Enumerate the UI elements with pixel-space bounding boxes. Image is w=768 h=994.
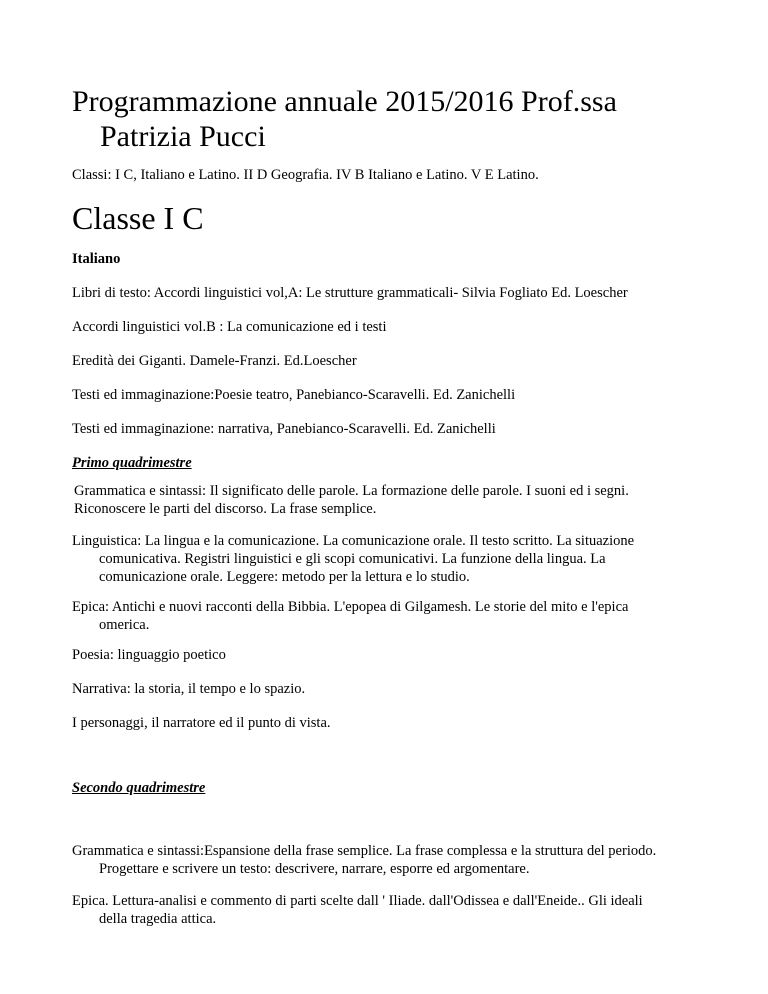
first-term-grammar: [74, 482, 629, 518]
book-line: Accordi linguistici vol.B : La comunicazione ed i testi: [72, 319, 387, 335]
title-line-2: Patrizia Pucci: [100, 120, 266, 153]
first-term-linguistics: [72, 532, 634, 586]
book-line: Testi ed immaginazione:Poesie teatro, Panebianco-Scaravelli. Ed. Zanichelli: [72, 387, 516, 403]
page-title: [72, 84, 732, 154]
first-term-epic: [72, 598, 628, 634]
first-term-characters: I personaggi, il narratore ed il punto di vista.: [72, 715, 331, 731]
second-term-heading: Secondo quadrimestre: [72, 780, 206, 796]
section-heading: Classe I C: [72, 200, 204, 236]
paragraph-line: Linguistica: La lingua e la comunicazione. La comunicazione orale. Il testo scritto. La situazione: [72, 533, 635, 549]
book-line: Libri di testo: Accordi linguistici vol,A: Le strutture grammaticali- Silvia Fogliato Ed. Loescher: [72, 285, 628, 301]
second-term-grammar: [72, 842, 656, 878]
paragraph-line: comunicazione orale. Leggere: metodo per la lettura e lo studio.: [99, 569, 470, 585]
paragraph-line: della tragedia attica.: [99, 911, 217, 927]
book-line: Testi ed immaginazione: narrativa, Panebianco-Scaravelli. Ed. Zanichelli: [72, 421, 496, 437]
paragraph-line: Grammatica e sintassi:Espansione della frase semplice. La frase complessa e la struttura del periodo.: [72, 843, 657, 859]
subject-label: Italiano: [72, 251, 121, 267]
first-term-narrative: Narrativa: la storia, il tempo e lo spazio.: [72, 681, 306, 697]
paragraph-line: comunicativa. Registri linguistici e gli scopi comunicativi. La funzione della lingua. La: [99, 551, 606, 567]
book-line: Eredità dei Giganti. Damele-Franzi. Ed.Loescher: [72, 353, 357, 369]
paragraph-line: Epica: Antichi e nuovi racconti della Bibbia. L'epopea di Gilgamesh. Le storie del mito e l'epica: [72, 599, 629, 615]
paragraph-line: Grammatica e sintassi: Il significato delle parole. La formazione delle parole. I suoni ed i segni.: [74, 483, 629, 499]
title-line-1: Programmazione annuale 2015/2016 Prof.ssa: [72, 85, 617, 118]
first-term-poetry: Poesia: linguaggio poetico: [72, 647, 226, 663]
paragraph-line: Riconoscere le parti del discorso. La frase semplice.: [74, 501, 377, 517]
paragraph-line: Progettare e scrivere un testo: descrivere, narrare, esporre ed argomentare.: [99, 861, 530, 877]
second-term-epic: [72, 892, 643, 928]
first-term-heading: Primo quadrimestre: [72, 455, 192, 471]
paragraph-line: Epica. Lettura-analisi e commento di parti scelte dall ' Iliade. dall'Odissea e dall'Eneide.. Gli ideali: [72, 893, 643, 909]
paragraph-line: omerica.: [99, 617, 150, 633]
classes-line: Classi: I C, Italiano e Latino. II D Geografia. IV B Italiano e Latino. V E Latino.: [72, 167, 539, 183]
